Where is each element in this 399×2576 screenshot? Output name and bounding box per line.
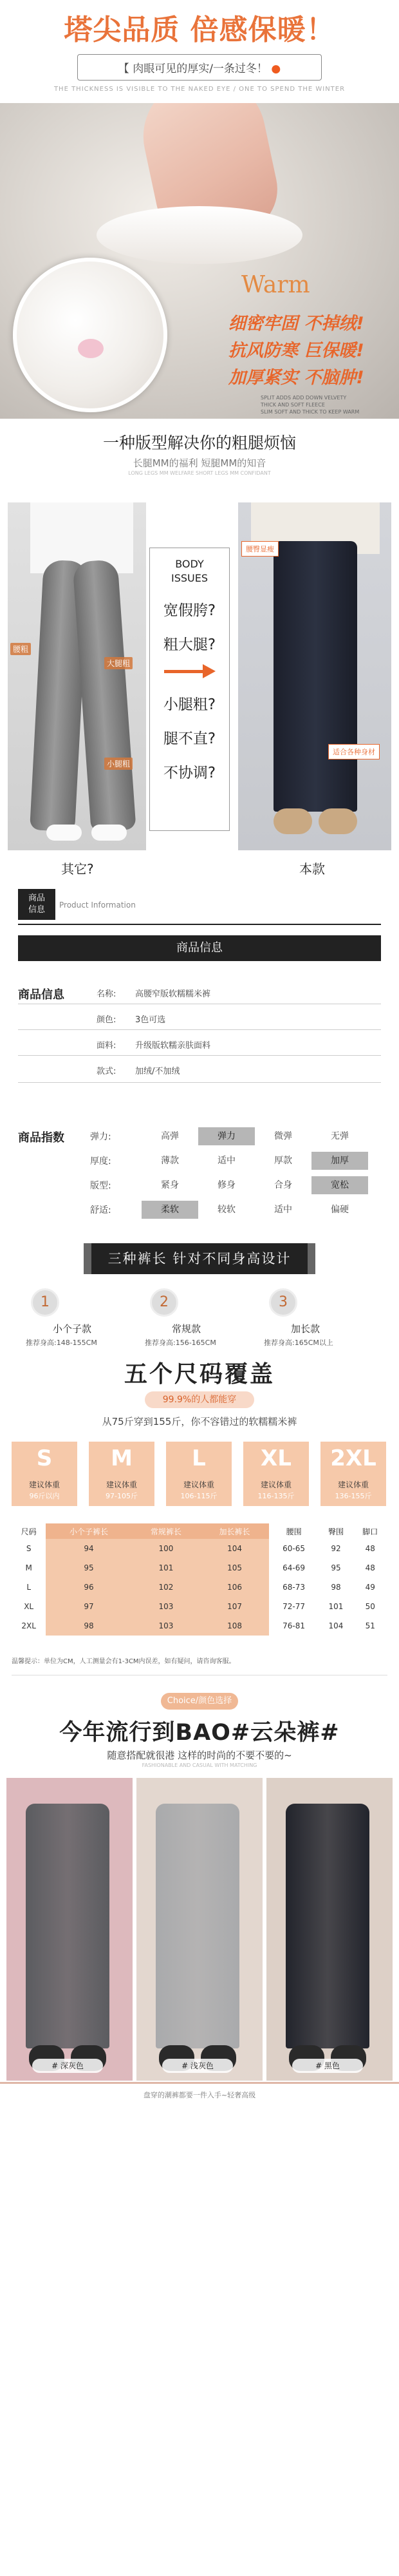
badge-fit: 适合各种身材 (328, 744, 380, 759)
td: L (26, 1583, 31, 1592)
fleece-pink-spot (78, 339, 104, 358)
info-row-name (97, 987, 210, 999)
td: 50 (365, 1602, 375, 1611)
index-label: 商品指数 (18, 1131, 64, 1145)
length-regular (145, 1288, 264, 1350)
flame-icon: ● (271, 62, 281, 75)
info-key: 颜色: (97, 1015, 116, 1025)
arrow-right-icon (164, 663, 216, 680)
feature-1: 细密牢固 不掉绒! (228, 314, 364, 334)
info-logo: 商品 信息 (18, 889, 55, 920)
size-tile-2xl (320, 1442, 386, 1506)
table-row (12, 1558, 387, 1578)
navy-pants (274, 541, 357, 812)
shoe-right (91, 825, 127, 841)
td: 97 (46, 1597, 131, 1616)
divider (18, 924, 381, 925)
td: 101 (132, 1558, 201, 1578)
length-desc: 推荐身高:156-165CM (145, 1339, 216, 1347)
fleece-fold (97, 206, 302, 264)
divider (18, 1029, 381, 1030)
tag-waist: 腰粗 (10, 643, 31, 655)
table-row (12, 1597, 387, 1616)
index-opt: 修身 (218, 1180, 236, 1190)
index-row-elastic (90, 1124, 386, 1149)
size-tile-m (89, 1442, 154, 1506)
td: 94 (46, 1539, 131, 1558)
slipper-right (319, 808, 357, 834)
td: 104 (200, 1539, 269, 1558)
td: 106 (200, 1578, 269, 1597)
length-long (264, 1288, 383, 1350)
feature-2: 抗风防寒 巨保暖! (228, 341, 364, 361)
fine-print: SPLIT ADDS ADD DOWN VELVETY THICK AND SOFT FLEECE SLIM SOFT AND THICK TO KEEP WARM (261, 395, 360, 415)
size-letter: L (192, 1445, 206, 1471)
band-left-cap (84, 1243, 91, 1274)
td: S (26, 1544, 32, 1553)
size-pill: 99.9%的人都能穿 (145, 1391, 254, 1408)
body-issues-box (149, 548, 230, 831)
td: 100 (132, 1539, 201, 1558)
leg-comparison (0, 419, 399, 889)
swatch-light-grey[interactable] (136, 1778, 263, 2081)
feature-3: 加厚紧实 不脑肿! (228, 368, 364, 388)
info-bar: 商品信息 (18, 935, 381, 961)
size-title: 五个尺码覆盖 (124, 1361, 275, 1388)
th: 尺码 (21, 1527, 37, 1536)
length-number: 1 (31, 1288, 59, 1317)
this-pants-photo (238, 502, 391, 850)
td: 68-73 (283, 1583, 306, 1592)
size-weight: 106-115斤 (180, 1492, 218, 1500)
other-pants-photo (8, 502, 146, 850)
size-weight-label: 建议体重 (183, 1480, 214, 1489)
index-opt: 无弹 (331, 1131, 349, 1141)
index-key: 版型: (90, 1181, 111, 1191)
info-logo-eng: Product Information (59, 901, 136, 910)
td: 60-65 (283, 1544, 306, 1553)
size-weight: 136-155斤 (335, 1492, 372, 1500)
td: 101 (328, 1602, 344, 1611)
swatch-dark-grey[interactable] (6, 1778, 133, 2081)
size-letter: S (36, 1445, 53, 1471)
hero-title: 塔尖品质 倍感保暖！ (64, 14, 335, 46)
td: 51 (365, 1621, 375, 1630)
size-weight-label: 建议体重 (28, 1480, 60, 1489)
index-opt: 适中 (218, 1156, 236, 1166)
size-table (12, 1523, 387, 1636)
hero-header (0, 0, 399, 103)
leg-right (72, 559, 136, 832)
size-tile-s (12, 1442, 77, 1506)
info-key: 款式: (97, 1067, 116, 1076)
issue-4: 腿不直? (163, 730, 216, 747)
size-weight: 97-105斤 (106, 1492, 138, 1500)
compare-title: 一种版型解决你的粗腿烦恼 (102, 434, 296, 452)
th: 加长裤长 (200, 1523, 269, 1539)
th: 腰围 (286, 1527, 302, 1536)
table-row (12, 1616, 387, 1636)
length-band: 三种裤长 针对不同身高设计 (84, 1243, 315, 1274)
index-opt: 适中 (274, 1205, 292, 1215)
issue-5: 不协调? (163, 765, 216, 781)
color-choice (0, 1688, 399, 2112)
size-weight-label: 建议体重 (337, 1480, 369, 1489)
td: 2XL (21, 1621, 36, 1630)
index-opt: 厚款 (274, 1156, 292, 1166)
swatch-name: # 浅灰色 (162, 2059, 233, 2073)
td: 108 (200, 1616, 269, 1636)
hero-subtitle (77, 54, 322, 81)
fleece-zoom-circle (13, 258, 167, 412)
th: 小个子裤长 (46, 1523, 131, 1539)
index-key: 厚度: (90, 1156, 111, 1167)
td: M (25, 1563, 32, 1572)
td: 48 (365, 1544, 375, 1553)
info-val: 加绒/不加绒 (135, 1067, 180, 1076)
choice-tiny: FASHIONABLE AND CASUAL WITH MATCHING (142, 1762, 257, 1768)
length-number: 3 (269, 1288, 297, 1317)
size-tile-l (166, 1442, 232, 1506)
index-opt: 薄款 (161, 1156, 179, 1166)
table-row (12, 1539, 387, 1558)
trousers (26, 1804, 109, 2048)
size-weight: 116-135斤 (257, 1492, 295, 1500)
info-key: 名称: (97, 989, 116, 999)
issue-2: 粗大腿? (163, 636, 216, 653)
table-row (12, 1578, 387, 1597)
issues-title: BODY ISSUES (171, 558, 208, 584)
index-key: 弹力: (90, 1132, 111, 1142)
info-val: 高腰窄版软糯糯米裤 (135, 989, 211, 999)
info-label: 商品信息 (18, 988, 64, 1002)
td: 49 (365, 1583, 375, 1592)
index-opt-selected: 弹力 (198, 1127, 255, 1145)
td: 72-77 (283, 1602, 306, 1611)
trousers (156, 1804, 239, 2048)
size-tile-xl (243, 1442, 309, 1506)
white-top (30, 502, 133, 573)
info-row-style (97, 1064, 180, 1076)
swatch-name: # 深灰色 (32, 2059, 103, 2073)
index-opt-selected: 宽松 (311, 1176, 368, 1194)
index-opt: 较软 (218, 1205, 236, 1215)
index-opt: 偏硬 (331, 1205, 349, 1215)
size-letter: 2XL (330, 1445, 376, 1471)
length-number: 2 (150, 1288, 178, 1317)
td: XL (24, 1602, 34, 1611)
index-opt-selected: 柔软 (142, 1201, 198, 1219)
index-row-thickness (90, 1149, 386, 1173)
th: 常规裤长 (132, 1523, 201, 1539)
td: 102 (132, 1578, 201, 1597)
size-weight: 96斤以内 (29, 1492, 60, 1500)
size-letter: XL (261, 1445, 292, 1471)
slipper-left (274, 808, 312, 834)
swatch-name: # 黑色 (292, 2059, 363, 2073)
label-other: 其它? (61, 861, 94, 877)
choice-title: 今年流行到BAO#云朵裤# (59, 1720, 340, 1746)
td: 96 (46, 1578, 131, 1597)
choice-subtitle: 随意搭配就很港 这样的时尚的不要不要的~ (107, 1750, 292, 1761)
hero-tiny-text: THE THICKNESS IS VISIBLE TO THE NAKED EYE / ONE TO SPEND THE WINTER (53, 86, 346, 93)
td: 105 (200, 1558, 269, 1578)
size-letter: M (111, 1445, 133, 1471)
info-val: 3色可选 (135, 1015, 166, 1025)
info-key: 面料: (97, 1041, 116, 1051)
index-opt: 微弹 (274, 1131, 292, 1141)
divider (18, 1055, 381, 1056)
info-row-color (97, 1013, 165, 1025)
size-note: 温馨提示：单位为CM，人工测量会有1-3CM内误差，如有疑问，请咨询客服。 (12, 1658, 236, 1665)
warm-label: Warm (241, 272, 310, 298)
td: 95 (331, 1563, 341, 1572)
info-val: 升级版软糯亲肤面料 (135, 1041, 211, 1051)
td: 95 (46, 1558, 131, 1578)
issue-1: 宽假胯? (163, 602, 216, 619)
choice-pill: Choice/颜色选择 (161, 1693, 238, 1710)
td: 104 (328, 1621, 344, 1630)
length-desc: 推荐身高:148-155CM (26, 1339, 97, 1347)
td: 107 (200, 1597, 269, 1616)
td: 98 (46, 1616, 131, 1636)
compare-eng: LONG LEGS MM WELFARE SHORT LEGS MM CONFIDANT (128, 470, 271, 476)
index-opt: 合身 (274, 1180, 292, 1190)
index-opt: 紧身 (161, 1180, 179, 1190)
index-key: 舒适: (90, 1205, 111, 1216)
issue-3: 小腿粗? (163, 696, 216, 713)
td: 76-81 (283, 1621, 306, 1630)
td: 48 (365, 1563, 375, 1572)
size-table-header (12, 1523, 387, 1539)
size-weight-label: 建议体重 (260, 1480, 292, 1489)
fleece-closeup (0, 103, 399, 419)
td: 103 (132, 1616, 201, 1636)
divider (18, 1082, 381, 1083)
td: 98 (331, 1583, 341, 1592)
td: 103 (132, 1597, 201, 1616)
td: 92 (331, 1544, 341, 1553)
size-section (0, 1353, 399, 1688)
index-row-comfort (90, 1197, 386, 1222)
index-row-fit (90, 1173, 386, 1197)
length-desc: 推荐身高:165CM以上 (264, 1339, 333, 1347)
hero-subtitle-text: 【 肉眼可见的厚实/一条过冬！ (118, 62, 268, 75)
length-title: 常规款 (172, 1323, 201, 1335)
info-row-fabric (97, 1038, 210, 1051)
choice-footer: 盘穿的潮裤都要一件入手~轻奢高级 (12, 2084, 387, 2107)
swatch-black[interactable] (266, 1778, 393, 2081)
trousers (286, 1804, 369, 2048)
th: 臀围 (328, 1527, 344, 1536)
tag-calf: 小腿粗 (104, 758, 133, 770)
length-title: 加长款 (291, 1323, 320, 1335)
shoe-left (46, 825, 82, 841)
index-grid (90, 1124, 386, 1222)
index-opt-selected: 加厚 (311, 1152, 368, 1170)
product-info (0, 889, 399, 1353)
compare-subtitle: 长腿MM的福利 短腿MM的知音 (133, 457, 266, 469)
badge-slim: 腰臀显瘦 (241, 541, 279, 557)
length-title: 小个子款 (53, 1323, 92, 1335)
band-right-cap (308, 1243, 315, 1274)
td: 64-69 (283, 1563, 306, 1572)
size-weight-label: 建议体重 (106, 1480, 137, 1489)
th: 脚口 (362, 1527, 378, 1536)
tag-thigh: 大腿粗 (104, 657, 133, 669)
label-this: 本款 (299, 861, 325, 877)
length-petite (26, 1288, 145, 1350)
index-opt: 高弹 (161, 1131, 179, 1141)
size-subtitle: 从75斤穿到155斤，你不容错过的软糯糯米裤 (102, 1416, 297, 1427)
